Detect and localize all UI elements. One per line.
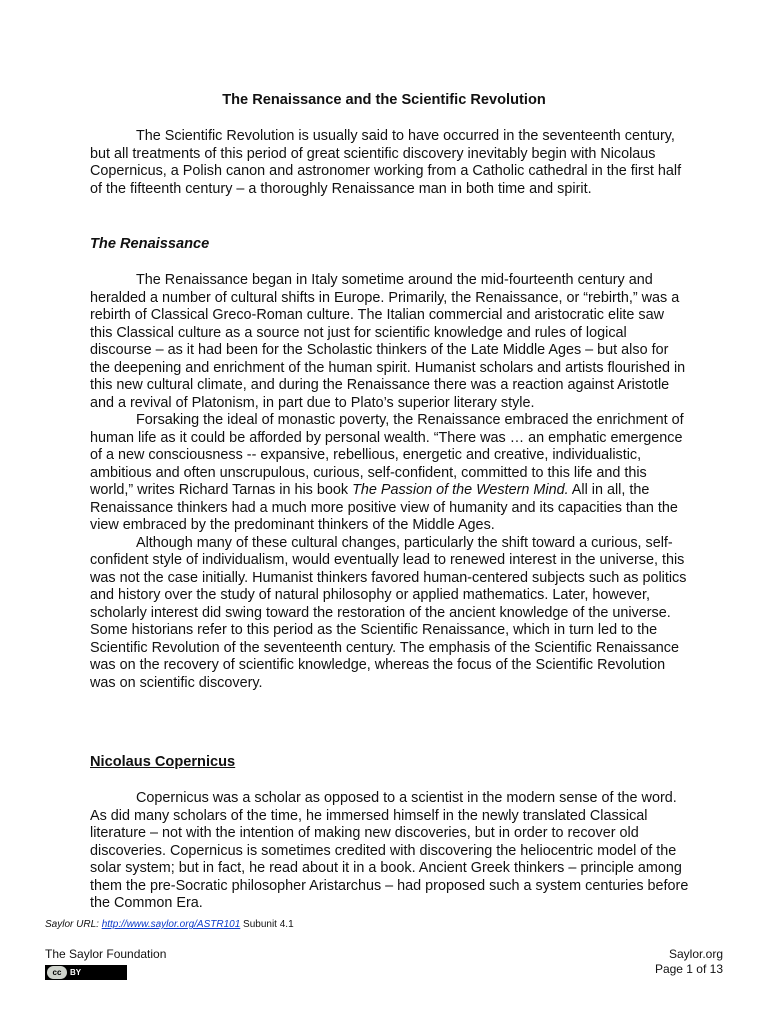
footer-right xyxy=(655,947,723,977)
cc-license-badge[interactable] xyxy=(45,965,127,980)
footer-org-name: The Saylor Foundation xyxy=(45,947,167,961)
section-heading-copernicus: Nicolaus Copernicus xyxy=(90,754,236,770)
source-label: Saylor URL: xyxy=(45,919,102,930)
paragraph-text: Forsaking the ideal of monastic poverty, the Renaissance embraced the enrichment of human life as it could be afforded by personal wealth. “There was … an emphatic emergence of a new consciousness -- expansive, rebellious, energetic and creative, individualistic, ambitious and often unscrupulous, curious, self-confident, committed to this life and this world,” writes Richard Tarnas in his book xyxy=(90,412,684,498)
cc-icon: cc xyxy=(47,966,67,979)
renaissance-paragraph-2 xyxy=(90,412,690,535)
intro-paragraph: The Scientific Revolution is usually said to have occurred in the seventeenth century, but all treatments of this period of great scientific discovery inevitably begin with Nicolaus Copernicus, a Polish canon and astronomer working from a Catholic cathedral in the first half of the fifteenth century – a thoroughly Renaissance man in both time and spirit. xyxy=(90,128,682,197)
copernicus-section xyxy=(90,790,690,913)
intro-section xyxy=(90,128,690,198)
source-line xyxy=(45,919,294,930)
by-label: BY xyxy=(70,968,82,977)
copernicus-paragraph-1: Copernicus was a scholar as opposed to a scientist in the modern sense of the word. As did many scholars of the time, he immersed himself in the newly translated Classical literature – not with the intention of making new discoveries, but in order to recover old discoveries. Copernicus is sometimes credited with discovering the heliocentric model of the solar system; but in fact, he read about it in a book. Ancient Greek thinkers – principle among them the pre-Socratic philosopher Aristarchus – had proposed such a system centuries before the Common Era. xyxy=(90,790,689,911)
renaissance-paragraph-3: Although many of these cultural changes, particularly the shift toward a curious, self-confident style of individualism, would eventually lead to renewed interest in the universe, this was not the case initially. Humanist thinkers favored human-centered subjects such as politics and history over the study of natural philosophy or applied mathematics. Later, however, scholarly interest did swing toward the restoration of the ancient knowledge of the universe. Some historians refer to this period as the Scientific Renaissance, which in turn led to the Scientific Revolution of the seventeenth century. The emphasis of the Scientific Renaissance was on the recovery of scientific knowledge, whereas the focus of the Scientific Revolution was on scientific discovery. xyxy=(90,534,687,691)
section-heading-renaissance: The Renaissance xyxy=(90,236,210,252)
page-number: Page 1 of 13 xyxy=(654,962,723,976)
source-link[interactable]: http://www.saylor.org/ASTR101 xyxy=(101,919,241,930)
subunit-label: Subunit 4.1 xyxy=(240,919,294,930)
footer-site: Saylor.org xyxy=(668,947,723,961)
renaissance-section xyxy=(90,272,690,692)
page-title: The Renaissance and the Scientific Revolution xyxy=(222,92,546,108)
book-title: The Passion of the Western Mind. xyxy=(352,482,569,498)
paragraph-text: All in all, the Renaissance thinkers had a much more positive view of humanity and its capacities than the view embraced by the predominant thinkers of the Middle Ages. xyxy=(90,482,678,533)
renaissance-paragraph-1: The Renaissance began in Italy sometime around the mid-fourteenth century and heralded a number of cultural shifts in Europe. Primarily, the Renaissance, or “rebirth,” was a rebirth of Classical Greco-Roman culture. The Italian commercial and aristocratic elite saw this Classical culture as a source not just for scientific knowledge and rules of logical discourse – as it had been for the Scholastic thinkers of the Late Middle Ages – but also for the deepening and enrichment of the human spirit. Humanist scholars and artists flourished in this new cultural climate, and during the Renaissance there was a reaction against Aristotle and a revival of Platonism, in part due to Plato’s superior literary style. xyxy=(90,272,686,411)
